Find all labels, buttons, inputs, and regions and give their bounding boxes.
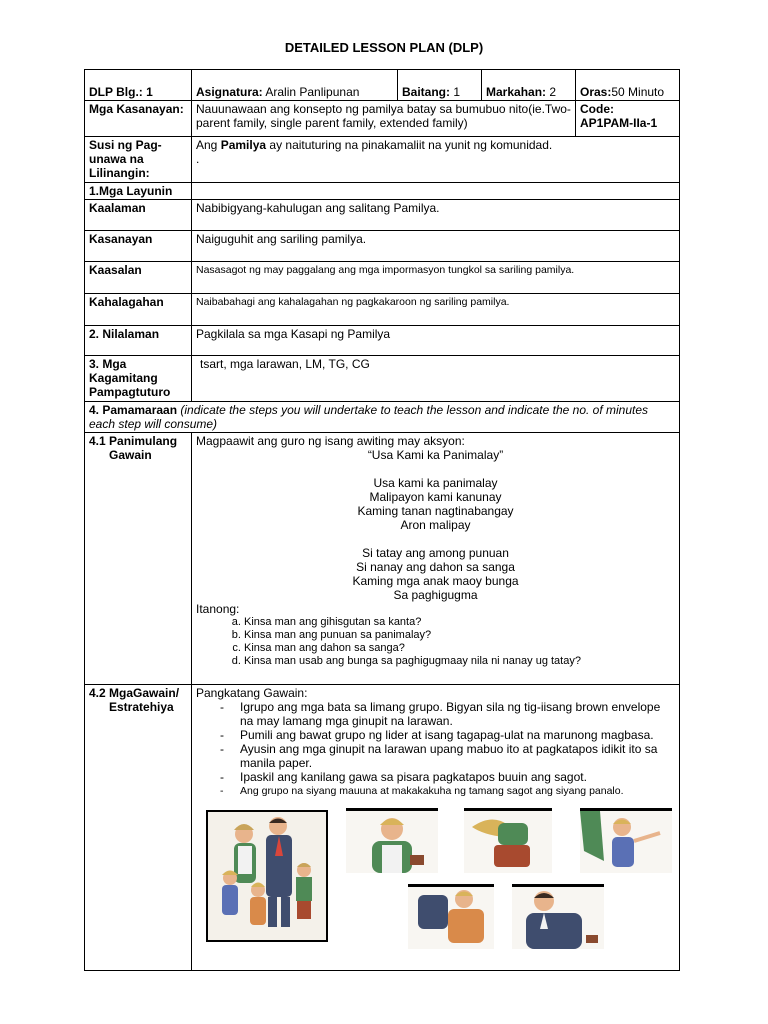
kahalagahan-value: Naibabahagi ang kahalagahan ng pagkakaroon ng sariling pamilya. — [192, 294, 680, 326]
kaalaman-row — [85, 200, 680, 231]
panimulang-label: 4.1 Panimulang Gawain — [85, 433, 192, 685]
kaasalan-value: Nasasagot ng may paggalang ang mga impormasyon tungkol sa sariling pamilya. — [192, 262, 680, 294]
oras-cell: Oras:50 Minuto — [576, 70, 680, 101]
gawain-item: - Ipaskil ang kanilang gawa sa pisara pagkatapos buuin ang sagot. — [196, 770, 675, 784]
question-item: b. Kinsa man ang punuan sa panimalay? — [244, 629, 675, 642]
kasanayan2-label: Kasanayan — [85, 231, 192, 262]
pamamaraan-cell: 4. Pamamaraan (indicate the steps you will undertake to teach the lesson and indicate the no. of minutes each step will consume) — [85, 402, 680, 433]
kahalagahan-label: Kahalagahan — [85, 294, 192, 326]
song-title: “Usa Kami ka Panimalay” — [367, 448, 504, 462]
header-row — [85, 70, 680, 101]
layunin-row — [85, 183, 680, 200]
asignatura-cell: Asignatura: Aralin Panlipunan — [192, 70, 398, 101]
lesson-plan-table — [84, 69, 680, 971]
panimulang-row — [85, 433, 680, 685]
kaalaman-value: Nabibigyang-kahulugan ang salitang Pamilya. — [192, 200, 680, 231]
kaasalan-label: Kaasalan — [85, 262, 192, 294]
nilalaman-value: Pagkilala sa mga Kasapi ng Pamilya — [192, 326, 680, 356]
girl-cutout — [580, 808, 672, 873]
kagamitan-value: tsart, mga larawan, LM, TG, CG — [192, 356, 680, 402]
question-list — [196, 616, 675, 668]
song-stanza-1: Usa kami ka panimalay Malipayon kami kanunay Kaming tanan nagtinabangay Aron malipay — [357, 476, 514, 532]
children-cutout — [408, 884, 494, 949]
kaasalan-row — [85, 262, 680, 294]
pamamaraan-row — [85, 402, 680, 433]
kagamitan-row — [85, 356, 680, 402]
itanong-label: Itanong: — [196, 602, 240, 616]
father-cutout — [512, 884, 604, 949]
kasanayan-row — [85, 101, 680, 137]
question-item: c. Kinsa man ang dahon sa sanga? — [244, 642, 675, 655]
gawain-item: - Ayusin ang mga ginupit na larawan upang mabuo ito at pagkatapos idikit ito sa manila paper. — [196, 742, 675, 770]
gawain-label: 4.2 MgaGawain/ Estratehiya — [85, 685, 192, 971]
document-title: DETAILED LESSON PLAN (DLP) — [284, 40, 484, 55]
gawain-heading: Pangkatang Gawain: — [196, 686, 308, 700]
kahalagahan-row — [85, 294, 680, 326]
kasanayan-value: Nauunawaan ang konsepto ng pamilya batay sa bumubuo nito(ie.Two-parent family, single parent family, extended family) — [192, 101, 576, 137]
kaalaman-label: Kaalaman — [85, 200, 192, 231]
dlp-number: DLP Blg.: 1 — [85, 70, 192, 101]
kasanayan2-value: Naiguguhit ang sariling pamilya. — [192, 231, 680, 262]
markahan-cell: Markahan: 2 — [482, 70, 576, 101]
baitang-cell: Baitang: 1 — [398, 70, 482, 101]
child-cutout — [464, 808, 552, 873]
susi-value: Ang Pamilya ay naituturing na pinakamaliit na yunit ng komunidad. . — [192, 137, 680, 183]
gawain-item: - Pumili ang bawat grupo ng lider at isang tagapag-ulat na marunong magbasa. — [196, 728, 675, 742]
gawain-list — [196, 700, 675, 798]
family-pictures — [196, 798, 675, 966]
kasanayan2-row — [85, 231, 680, 262]
panimulang-content — [192, 433, 680, 685]
gawain-row — [85, 685, 680, 971]
family-photo — [206, 810, 328, 942]
gawain-content — [192, 685, 680, 971]
question-item: a. Kinsa man ang gihisgutan sa kanta? — [244, 616, 675, 629]
mother-cutout — [346, 808, 438, 873]
question-item: d. Kinsa man usab ang bunga sa paghigugmaay nila ni nanay ug tatay? — [244, 655, 675, 668]
nilalaman-row — [85, 326, 680, 356]
gawain-item: - Igrupo ang mga bata sa limang grupo. Bigyan sila ng tig-iisang brown envelope na may lamang mga ginupit na larawan. — [196, 700, 675, 728]
gawain-item: - Ang grupo na siyang mauuna at makakakuha ng tamang sagot ang siyang panalo. — [196, 784, 675, 798]
kasanayan-label: Mga Kasanayan: — [85, 101, 192, 137]
panimulang-intro: Magpaawit ang guro ng isang awiting may aksyon: — [196, 434, 465, 448]
susi-label: Susi ng Pag-unawa na Lilinangin: — [85, 137, 192, 183]
layunin-label: 1.Mga Layunin — [85, 183, 192, 200]
susi-row — [85, 137, 680, 183]
song-stanza-2: Si tatay ang among punuan Si nanay ang dahon sa sanga Kaming mga anak maoy bunga Sa paghigugma — [352, 546, 519, 602]
kagamitan-label: 3. Mga Kagamitang Pampagtuturo — [85, 356, 192, 402]
nilalaman-label: 2. Nilalaman — [85, 326, 192, 356]
code-cell: Code: AP1PAM-IIa-1 — [576, 101, 680, 137]
